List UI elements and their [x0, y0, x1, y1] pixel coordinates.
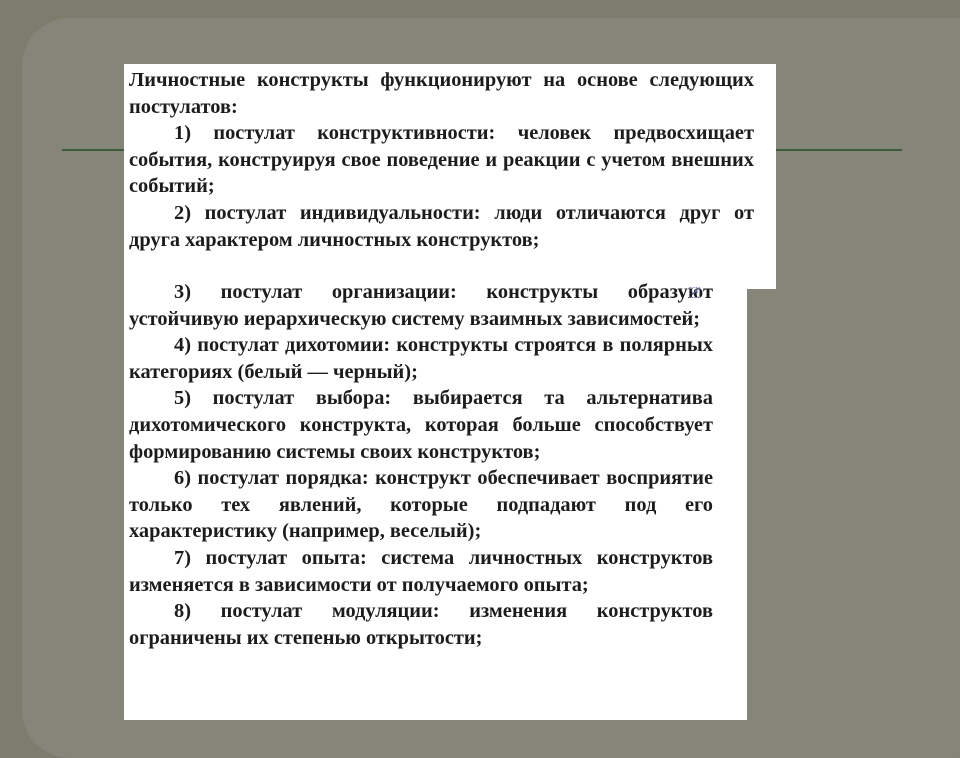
- postulate-7: 7) постулат опыта: система личностных конструктов изменяется в зависимости от получаемого опыта;: [129, 546, 713, 596]
- resize-icon[interactable]: [689, 287, 700, 298]
- scanned-text-image-top: [124, 64, 776, 289]
- postulate-6: 6) постулат порядка: конструкт обеспечивает восприятие только тех явлений, которые подпадают под его характеристику (например, веселый);: [129, 467, 713, 543]
- postulate-8: 8) постулат модуляции: изменения конструктов ограничены их степенью открытости;: [129, 600, 713, 649]
- postulate-2: 2) постулат индивидуальности: люди отличаются друг от друга характером личностных конструктов;: [129, 201, 754, 251]
- intro-paragraph: Личностные конструкты функционируют на основе следующих постулатов:: [129, 69, 754, 118]
- scanned-text-image-bottom: [124, 276, 747, 720]
- postulate-3: 3) постулат организации: конструкты образуют устойчивую иерархическую систему взаимных зависимостей;: [129, 281, 713, 330]
- postulate-4: 4) постулат дихотомии: конструкты строятся в полярных категориях (белый — черный);: [129, 334, 713, 383]
- postulate-1: 1) постулат конструктивности: человек предвосхищает события, конструируя свое поведение и реакции с учетом внешних событий;: [129, 122, 754, 198]
- decorative-line-left: [62, 149, 126, 151]
- postulate-5: 5) постулат выбора: выбирается та альтернатива дихотомического конструкта, которая больше способствует формированию системы своих конструктов;: [129, 387, 713, 463]
- decorative-line-right: [776, 149, 902, 151]
